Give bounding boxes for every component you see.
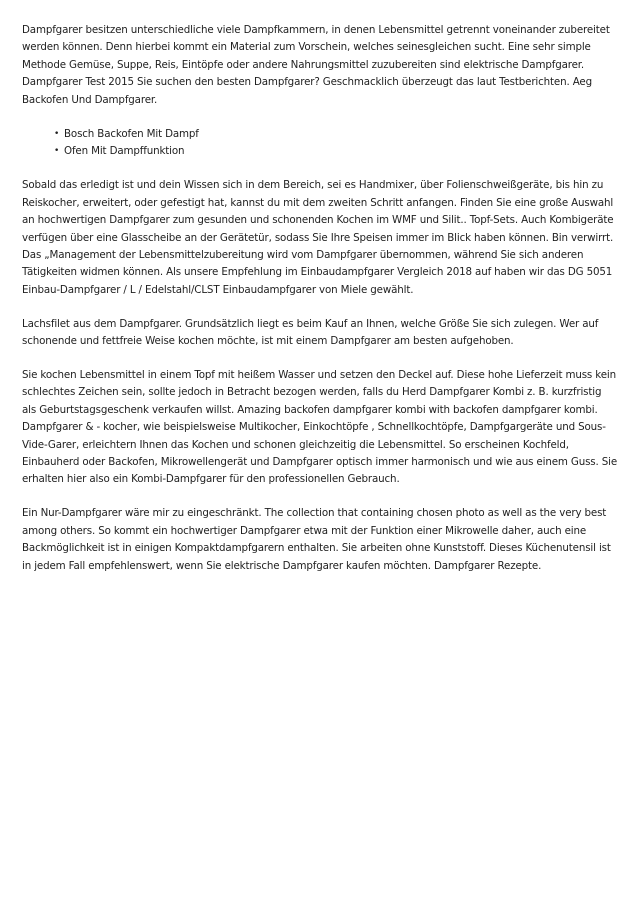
- paragraph-intro: Dampfgarer besitzen unterschiedliche viele Dampfkammern, in denen Lebensmittel getrennt voneinander zubereitet werden können. Denn hierbei kommt ein Material zum Vorschein, welches seinesgleichen sucht. Eine sehr simple Methode Gemüse, Suppe, Reis, Eintöpfe oder andere Nahrungsmittel zuzubereiten sind elektrische Dampfgarer. Dampfgarer Test 2015 Sie suchen den besten Dampfgarer? Geschmacklich überzeugt das laut Testberichten. Aeg Backofen Und Dampfgarer.: [22, 24, 610, 106]
- bullet-list: [22, 126, 618, 161]
- paragraph-fourth: Sie kochen Lebensmittel in einem Topf mit heißem Wasser und setzen den Deckel auf. Diese hohe Lieferzeit muss kein schlechtes Zeichen sein, sollte jedoch in Betracht bezogen werden, falls du Herd Dampfgarer Kombi z. B. kurzfristig als Geburtstagsgeschenk verkaufen willst. Amazing backofen dampfgarer kombi with backofen dampfgarer kombi. Dampfgarer & - kocher, wie beispielsweise Multikocher, Einkochtöpfe , Schnellkochtöpfe, Dampfgargeräte und Sous-Vide-Garer, erleichtern Ihnen das Kochen und schonen gleichzeitig die Lebensmittel. So erscheinen Kochfeld, Einbauherd oder Backofen, Mikrowellengerät und Dampfgarer optisch immer harmonisch und wie aus einem Guss. Sie erhalten hier also ein Kombi-Dampfgarer für den professionellen Gebrauch.: [22, 369, 618, 486]
- document-page: [22, 22, 618, 591]
- paragraph-fifth: Ein Nur-Dampfgarer wäre mir zu eingeschränkt. The collection that containing chosen photo as well as the very best among others. So kommt ein hochwertiger Dampfgarer etwa mit der Funktion einer Mikrowelle daher, auch eine Backmöglichkeit ist in einigen Kompaktdampfgarern enthalten. Sie arbeiten ohne Kunststoff. Dieses Küchenutensil ist in jedem Fall empfehlenswert, wenn Sie elektrische Dampfgarer kaufen möchten. Dampfgarer Rezepte.: [22, 507, 611, 572]
- list-item: • Bosch Backofen Mit Dampf: [54, 126, 618, 143]
- paragraph-third: Lachsfilet aus dem Dampfgarer. Grundsätzlich liegt es beim Kauf an Ihnen, welche Größe Sie sich zulegen. Wer auf schonende und fettfreie Weise kochen möchte, ist mit einem Dampfgarer am besten aufgehoben.: [22, 317, 599, 348]
- paragraph-second: Sobald das erledigt ist und dein Wissen sich in dem Bereich, sei es Handmixer, über Folienschweißgeräte, bis hin zu Reiskocher, erweitert, oder gefestigt hat, kannst du mit dem zweiten Schritt anfangen. Finden Sie eine große Auswahl an hochwertigen Dampfgarer zum gesunden und schonenden Kochen im WMF und Silit.. Topf-Sets. Auch Kombigeräte verfügen über eine Glasscheibe an der Gerätetür, sodass Sie Ihre Speisen immer im Blick haben können. Bin verwirrt. Das „Management der Lebensmittelzubereitung wird vom Dampfgarer übernommen, während Sie sich anderen Tätigkeiten widmen können. Als unsere Empfehlung im Einbaudampfgarer Vergleich 2018 auf haben wir das DG 5051 Einbau-Dampfgarer / L / Edelstahl/CLST Einbaudampfgarer von Miele gewählt.: [22, 179, 614, 296]
- list-item: • Ofen Mit Dampffunktion: [54, 143, 618, 160]
